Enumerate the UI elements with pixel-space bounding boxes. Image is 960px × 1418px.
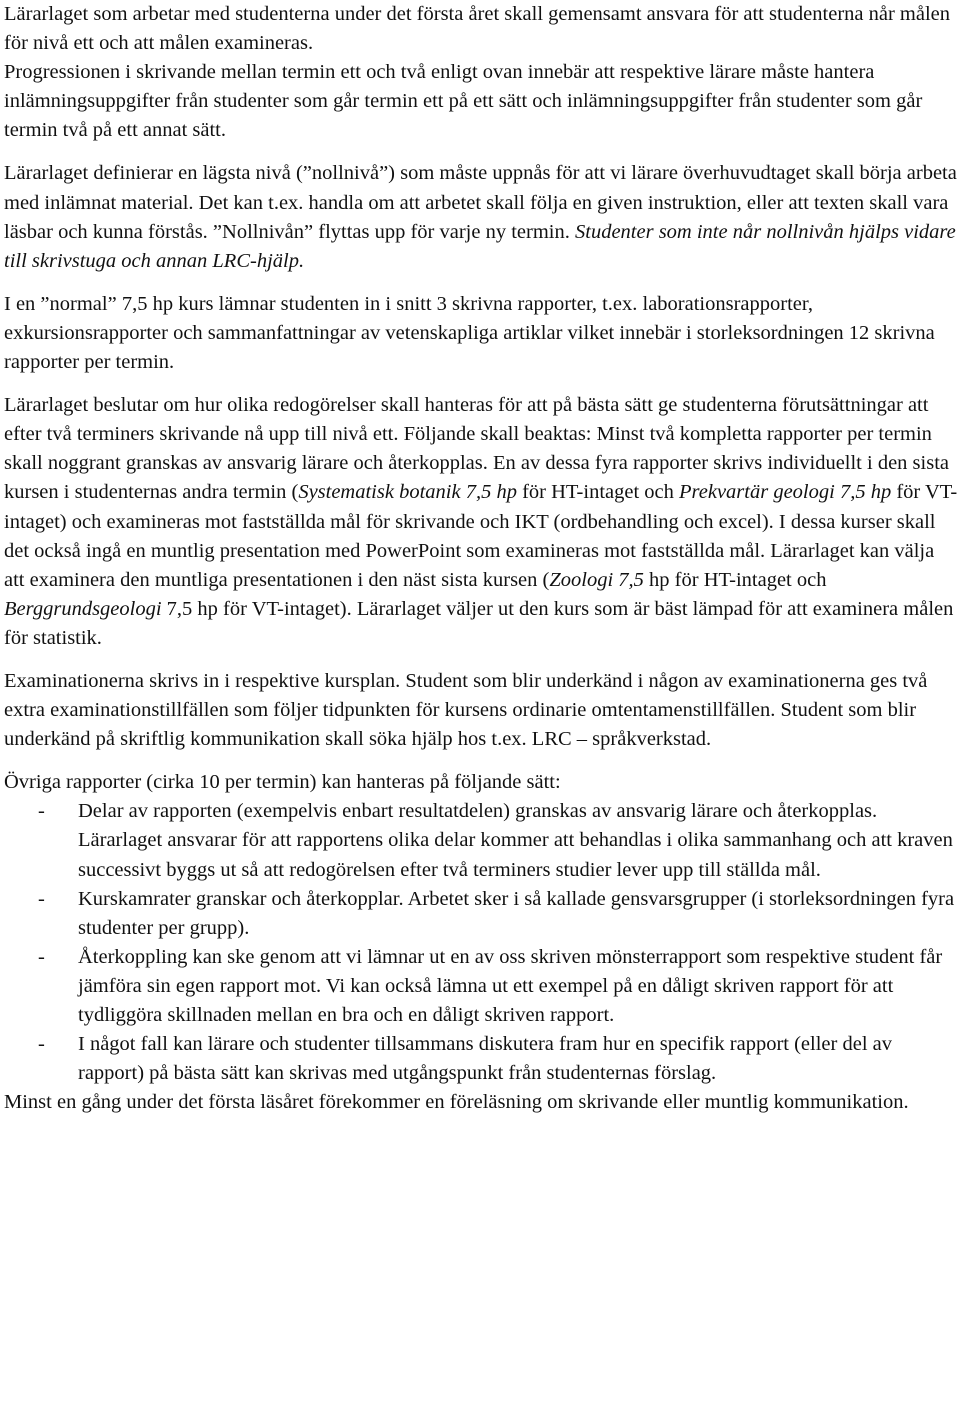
spacer [4, 754, 958, 768]
list-item [4, 943, 958, 1030]
bullet-dash: - [38, 945, 45, 968]
list-item [4, 885, 958, 943]
list-item-text: Delar av rapporten (exempelvis enbart resultatdelen) granskas av ansvarig lärare och återkopplas. Lärarlaget ansvarar för att rapportens olika delar kommer att behandlas i olika sammanhang och att kraven successivt byggs ut så att redogörelsen efter två terminers studier lever upp till ställda mål. [78, 800, 953, 881]
spacer [4, 145, 958, 159]
spacer [4, 653, 958, 667]
text-run: för HT-intaget och [516, 481, 680, 504]
list-item [4, 797, 958, 884]
course-name-geology: Prekvartär geologi 7,5 hp [679, 481, 892, 504]
text-run: Lärarlaget beslutar om hur olika redogörelser skall hanteras för att på bästa sätt ge studenterna förutsättningar att efter två terminers skrivande nå upp till nivå ett. Följande skall beaktas: Minst två kompletta rapporter per termin skall noggrant granskas av ansvarig lärare och återkopplas. En av dessa fyra rapporter skrivs individuellt i den sista kursen i studenternas andra termin ( [4, 394, 949, 504]
paragraph-progression: Progressionen i skrivande mellan termin ett och två enligt ovan innebär att respektive lärare måste hantera inlämningsuppgifter från studenter som går termin ett på ett sätt och inlämningsuppgifter från studenter som går termin två på ett annat sätt. [4, 61, 923, 142]
text-run: 7,5 hp för VT-intaget). Lärarlaget väljer ut den kurs som är bäst lämpad för att examinera målen för statistik. [4, 597, 954, 649]
course-name-botany: Systematisk botanik 7,5 hp [298, 481, 517, 504]
bullet-dash: - [38, 800, 45, 823]
course-name-zoology: Zoologi 7,5 [549, 568, 644, 591]
spacer [4, 377, 958, 391]
course-name-bedrock-geology: Berggrundsgeologi [4, 597, 162, 620]
list-item-text: I något fall kan lärare och studenter tillsammans diskutera fram hur en specifik rapport (eller del av rapport) på bästa sätt kan skrivas med utgångspunkt från studenternas förslag. [78, 1033, 892, 1085]
spacer [4, 276, 958, 290]
bullet-dash: - [38, 887, 45, 910]
other-reports-list [4, 797, 958, 1088]
paragraph-examinations: Examinationerna skrivs in i respektive kursplan. Student som blir underkänd i någon av examinationerna ges två extra examinationstillfällen som följer tidpunkten för kursens ordinarie omtentamenstillfällen. Student som blir underkänd på skriftlig kommunikation skall söka hjälp hos t.ex. LRC – språkverkstad. [4, 669, 928, 751]
paragraph-team-decision [4, 391, 958, 653]
text-run: hp för HT-intaget och [643, 568, 827, 591]
document-page [4, 0, 958, 1117]
text-run: för VT-intaget) och examineras mot fastställda mål för skrivande och IKT (ordbehandling och excel). I dessa kurser skall det också ingå en muntlig presentation med PowerPoint som examineras mot fastställda mål. Lärarlaget kan välja att examinera den muntliga presentationen i den näst sista kursen ( [4, 481, 958, 591]
paragraph-zero-level [4, 159, 958, 275]
paragraph-normal-course: I en ”normal” 7,5 hp kurs lämnar studenten in i snitt 3 skrivna rapporter, t.ex. laborationsrapporter, exkursionsrapporter och sammanfattningar av vetenskapliga artiklar vilket innebär i storleksordningen 12 skrivna rapporter per termin. [4, 292, 935, 374]
paragraph-other-reports-intro: Övriga rapporter (cirka 10 per termin) kan hanteras på följande sätt: [4, 771, 561, 794]
list-item-text: Kurskamrater granskar och återkopplar. Arbetet sker i så kallade gensvarsgrupper (i storleksordningen fyra studenter per grupp). [78, 887, 955, 939]
bullet-dash: - [38, 1033, 45, 1056]
list-item-text: Återkoppling kan ske genom att vi lämnar ut en av oss skriven mönsterrapport som respektive student får jämföra sin egen rapport mot. Vi kan också lämna ut ett exempel på en dåligt skriven rapport för att tydliggöra skillnaden mellan en bra och en dåligt skriven rapport. [78, 945, 943, 1026]
paragraph-lecture: Minst en gång under det första läsåret förekommer en föreläsning om skrivande eller muntlig kommunikation. [4, 1091, 909, 1114]
zero-level-italic: Studenter som inte når nollnivån hjälps vidare till skrivstuga och annan LRC-hjälp. [4, 220, 956, 272]
paragraph-responsibility: Lärarlaget som arbetar med studenterna under det första året skall gemensamt ansvara för att studenterna når målen för nivå ett och att målen examineras. [4, 3, 951, 55]
zero-level-text: Lärarlaget definierar en lägsta nivå (”nollnivå”) som måste uppnås för att vi lärare överhuvudtaget skall börja arbeta med inlämnat material. Det kan t.ex. handla om att arbetet skall följa en given instruktion, eller att texten skall vara läsbar och kunna förstås. ”Nollnivån” flyttas upp för varje ny termin. [4, 162, 957, 243]
list-item [4, 1030, 958, 1088]
